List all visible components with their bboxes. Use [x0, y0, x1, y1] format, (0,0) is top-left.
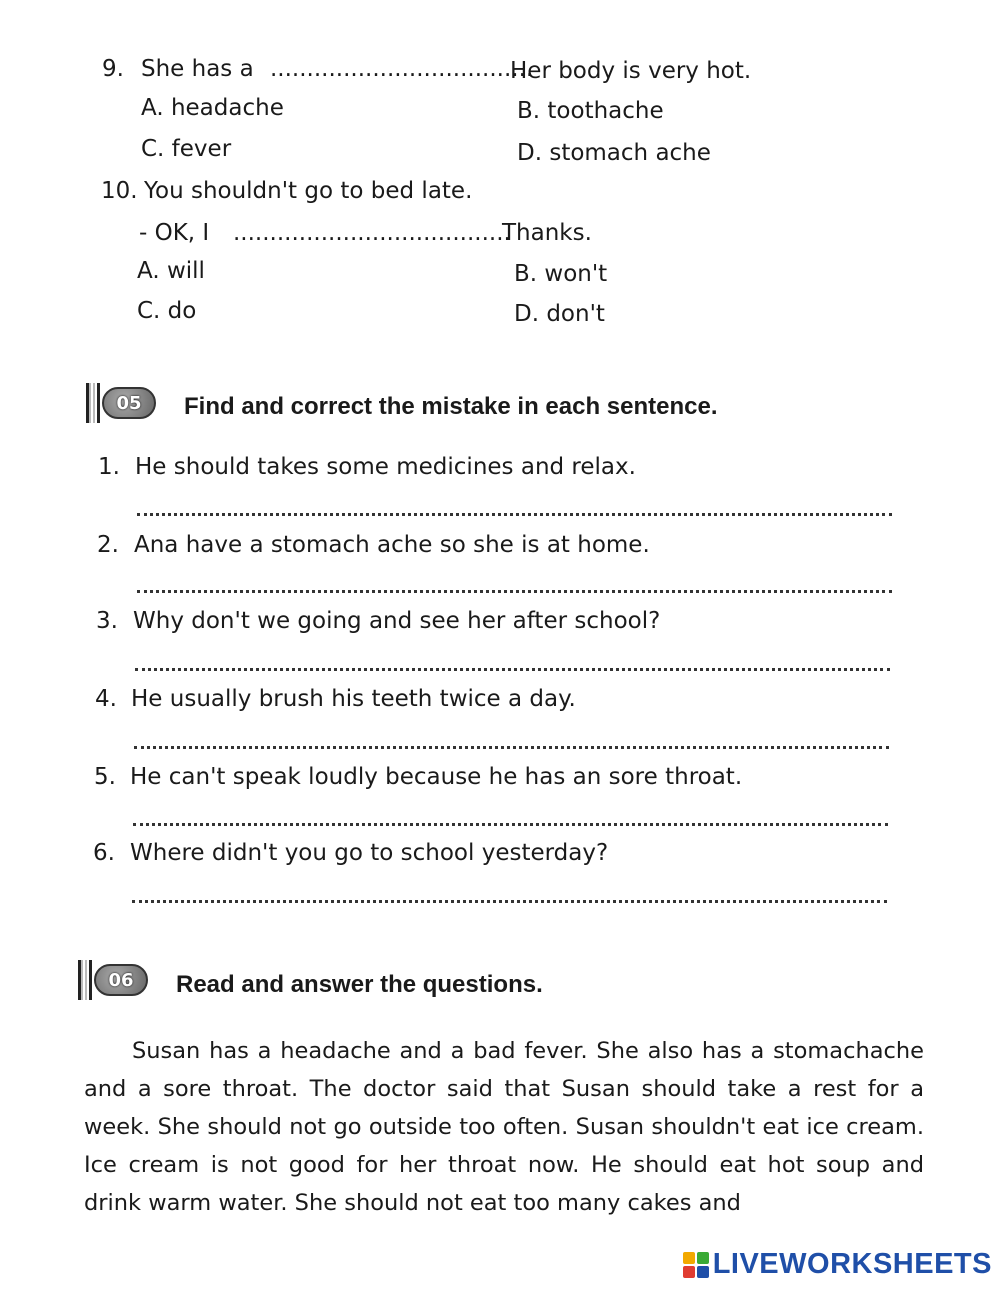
question-10-reply-before: - OK, I	[139, 220, 210, 246]
section-6-number: 06	[94, 964, 148, 996]
badge-bars-icon	[86, 383, 100, 423]
mistake-item-4-number: 4.	[95, 686, 117, 712]
reading-passage	[84, 1032, 924, 1222]
question-9-blank[interactable]: ....................................	[270, 56, 534, 82]
section-6-badge	[78, 960, 148, 1000]
logo-grid-icon	[683, 1252, 709, 1278]
section-5-badge	[86, 383, 156, 423]
mistake-item-4-answer-line[interactable]	[134, 746, 889, 749]
question-10-option-d: D. don't	[514, 301, 605, 327]
mistake-item-6-answer-line[interactable]	[132, 900, 887, 903]
question-9-option-a: A. headache	[141, 95, 284, 121]
mistake-item-6-number: 6.	[93, 840, 115, 866]
mistake-item-5-text: He can't speak loudly because he has an sore throat.	[130, 764, 743, 790]
mistake-item-1-answer-line[interactable]	[137, 513, 892, 516]
mistake-item-5-answer-line[interactable]	[133, 823, 888, 826]
question-9-option-d: D. stomach ache	[517, 140, 711, 166]
mistake-item-1-number: 1.	[98, 454, 120, 480]
mistake-item-4-text: He usually brush his teeth twice a day.	[131, 686, 576, 712]
logo-text: LIVEWORKSHEETS	[712, 1248, 992, 1280]
passage-text: Susan has a headache and a bad fever. She also has a stomachache and a sore throat. The doctor said that Susan should take a rest for a week. She should not go outside too often. Susan shouldn't eat ice cream. Ice cream is not good for her throat now. He should eat hot soup and drink warm water. She should not eat too many cakes and	[84, 1038, 924, 1216]
question-9-option-b: B. toothache	[517, 98, 664, 124]
mistake-item-3-text: Why don't we going and see her after school?	[133, 608, 661, 634]
question-10-option-c: C. do	[137, 298, 197, 324]
section-5-title: Find and correct the mistake in each sentence.	[184, 393, 718, 420]
mistake-item-3-number: 3.	[96, 608, 118, 634]
mistake-item-2-number: 2.	[97, 532, 119, 558]
question-10-number: 10.	[101, 178, 138, 204]
question-9-option-c: C. fever	[141, 136, 232, 162]
mistake-item-5-number: 5.	[94, 764, 116, 790]
mistake-item-6-text: Where didn't you go to school yesterday?	[130, 840, 609, 866]
mistake-item-2-answer-line[interactable]	[137, 590, 892, 593]
badge-bars-icon	[78, 960, 92, 1000]
question-10-option-b: B. won't	[514, 261, 608, 287]
question-10-reply-after: Thanks.	[502, 220, 592, 246]
question-10-blank[interactable]: ......................................	[233, 220, 511, 246]
mistake-item-1-text: He should takes some medicines and relax.	[135, 454, 636, 480]
liveworksheets-logo	[683, 1248, 992, 1281]
question-10-option-a: A. will	[137, 258, 205, 284]
question-9-text-after: Her body is very hot.	[510, 58, 752, 84]
mistake-item-2-text: Ana have a stomach ache so she is at home.	[134, 532, 650, 558]
mistake-item-3-answer-line[interactable]	[135, 668, 890, 671]
question-9-number: 9.	[102, 56, 124, 82]
question-10-text: You shouldn't go to bed late.	[144, 178, 473, 204]
section-6-title: Read and answer the questions.	[176, 971, 543, 998]
section-5-number: 05	[102, 387, 156, 419]
question-9-text-before: She has a	[141, 56, 254, 82]
